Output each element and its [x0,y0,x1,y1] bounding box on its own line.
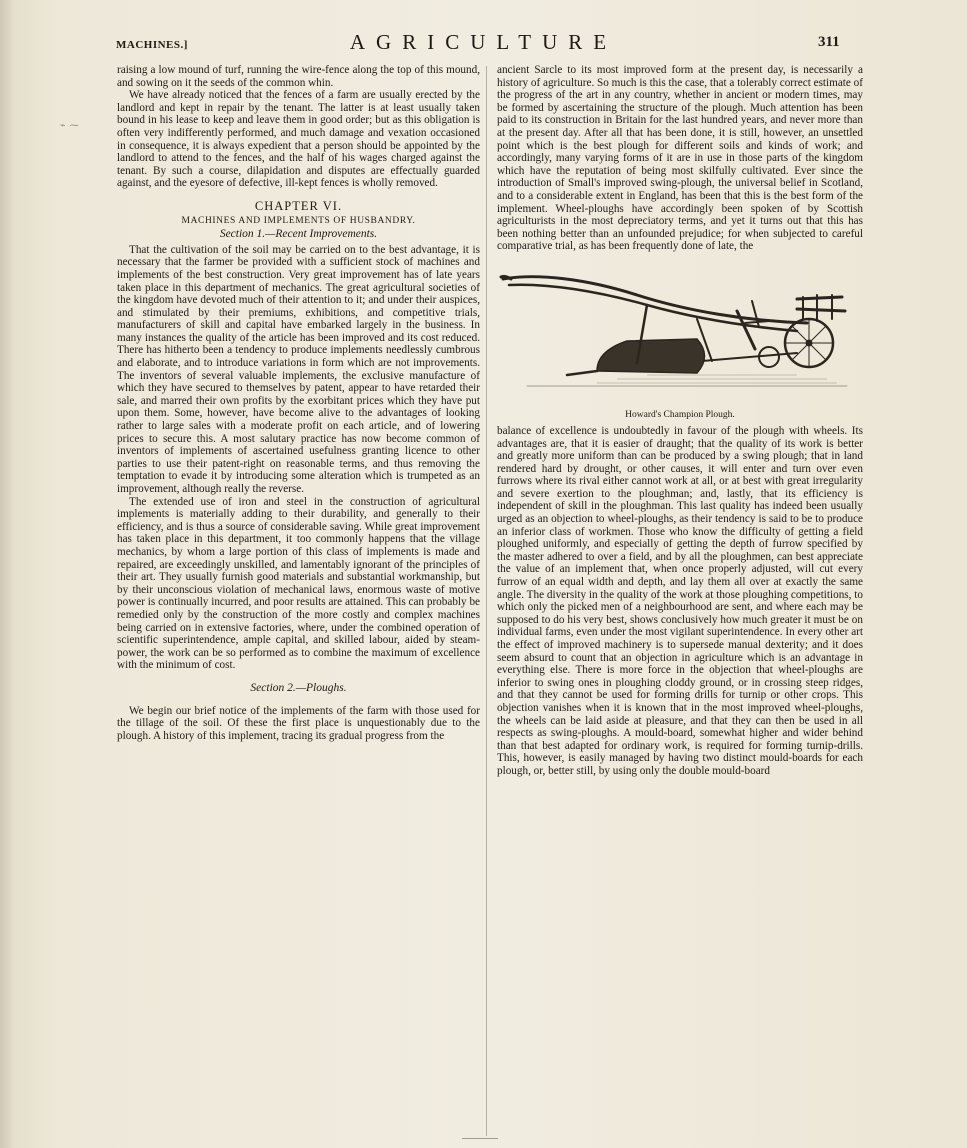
section-heading: Section 1.—Recent Improvements. [219,228,378,241]
paragraph: We begin our brief notice of the implements of the farm with those used for the tillage of the soil. Of these the first place is unquestionably due to the plough. A history of this implement, tracing its gradual progress from the [117,704,480,742]
chapter-subtitle: MACHINES AND IMPLEMENTS OF HUSBANDRY. [181,215,416,226]
paragraph: raising a low mound of turf, running the wire-fence along the top of this mound, and sowing on it the seeds of the common whin. [117,64,480,89]
section-heading: Section 2.—Ploughs. [250,681,347,694]
page-number: 311 [818,34,840,50]
binding-shadow [0,0,14,1148]
paragraph: The extended use of iron and steel in the construction of agricultural implements is materially adding to their durability, and generally to their efficiency, and is thus a source of considerable saving. While great improvement has taken place in this department, it too commonly happens that the village mechanics, by whom a large portion of this class of implements is made and repaired, are exceedingly unskilled, and lamentably ignorant of the principles of their art. They usually furnish good materials and substantial workmanship, but by their unconscious violation of mechanical laws, enormous waste of motive power is continually incurred, and poor results are attained. This can probably be remedied only by the construction of the more costly and complex machines being carried on in extensive factories, where, under the combined operation of scientific superintendence, ample capital, and skilled labour, aided by steam-power, the work can be so performed as to combine the maximum of excellence with the minimum of cost. [117,495,480,672]
margin-annotation: ⌁ ⁓ [60,120,80,130]
paragraph: balance of excellence is undoubtedly in favour of the plough with wheels. Its advantages are, that it is easier of draught; that the quality of its work is better and greatly more uniform than can be produced by a swing plough; that in land rendered hard by drought, or other causes, it will enter and turn over even furrows where its rival either cannot work at all, or at best with great irregularity and severe exertion to the ploughman; and, lastly, that its efficiency is independent of skill in the ploughman. This last quality has indeed been usually urged as an objection to wheel-ploughs, as their tendency is said to be to produce an inferior class of workmen. Those who know the difficulty of getting a field ploughed uniformly, and especially of getting the depth of furrow specified by the master adhered to over a field, and by all the ploughmen, can best appreciate the value of an implement that, when once properly adjusted, will cut every furrow of an equal width and depth, and lay them all over at exactly the same angle. The diversity in the quality of the work at those ploughing competitions, to which only the picked men of a neighbourhood are sent, and where each may be supposed to do his very best, shows conclusively how much greater it must be on individual farms, even under the most vigilant superintendence. In every other art the effect of improved machinery is to supersede manual dexterity; and it does seem absurd to count that an objection in agriculture which is an advantage in everything else. There is more force in the objection that wheel-ploughs are inferior to swing ones in ploughing cloddy ground, or in crossing steep ridges, and that they cannot be used for forming drills for turnip or other crops. This objection vanishes when it is known that in the most improved wheel-ploughs, the wheels can be laid aside at pleasure, and that they can then be used in all respects as swing-ploughs. A mould-board, somewhat higher and wider behind than that best adapted for ordinary work, is required for forming turnip-drills. This, however, is easily managed by having two distinct mould-boards for each plough, or, better still, by using only the double mould-board [497,424,863,777]
column-divider [486,66,487,1136]
plough-engraving [497,261,863,406]
left-column [117,64,480,742]
right-column [497,64,863,778]
paragraph: ancient Sarcle to its most improved form at the present day, is necessarily a history of agriculture. So much is this the case, that a tolerably correct estimate of the progress of the art in any country, whether in ancient or modern times, may be formed by ascertaining the structure of the plough. Much attention has been paid to its construction in Britain for the last hundred years, and never more than at the present day. After all that has been done, it is still, however, an unsettled point which is the best plough for different soils and kinds of work; and accordingly, many varying forms of it are in use in those parts of the kingdom which have the reputation of being most skilfully cultivated. Ever since the introduction of Small's improved swing-plough, the universal belief in Scotland, and to a considerable extent in England, has been that this is the best form of the implement. Wheel-ploughs have accordingly been spoken of by Scottish agriculturists in the most depreciatory terms, and yet it turns out that this has been nothing better than an unfounded prejudice; for when subjected to careful comparative trial, as has been frequently done of late, the [497,64,863,253]
paragraph: We have already noticed that the fences of a farm are usually erected by the landlord and kept in repair by the tenant. The latter is at least usually taken bound in his lease to keep and leave them in good order; but as this obligation is often very indifferently performed, and much damage and vexation occasioned in consequence, it is always expedient that a person should be appointed by the landlord to attend to the fences, and the half of his wages charged against the tenant. By such a course, dilapidation and disputes are effectually guarded against, and the eyesore of defective, ill-kept fences is wholly removed. [117,89,480,190]
running-head [0,30,967,56]
paragraph: That the cultivation of the soil may be carried on to the best advantage, it is necessary that the farmer be provided with a sufficient stock of machines and implements of the best construction. Very great improvement has of late years taken place in this department of mechanics. The great agricultural societies of the kingdom have devoted much of their attention to it; and under their auspices, and stimulated by their premiums, exhibitions, and competitive trials, manufacturers of skill and capital have embarked largely in the business. In many instances the quality of the article has been improved and its cost reduced. There has hitherto been a tendency to produce implements needlessly cumbrous and elaborate, and to introduce variations in form which are not improvements. The inventors of several valuable implements, the exclusive manufacture of which they have secured to themselves by patent, appear to have retarded their sale, and marred their own profits by the exorbitant prices which they have put upon them. Some, however, have become alive to the advantages of looking rather to large sales with a moderate profit on each article, and of lowering prices to secure this. A most salutary practice has now become common of inventors of implements of ascertained usefulness granting licence to other parties to use their patent-right on reasonable terms, and thus removing the temptation to evade it by introducing some alteration which is trumpeted as an improvement, although really the reverse. [117,243,480,495]
running-head-section: MACHINES.] [116,39,188,51]
running-head-title: AGRICULTURE [349,30,618,54]
chapter-title: CHAPTER VI. [254,198,343,213]
bottom-mark [462,1138,498,1139]
plough-figure [497,261,863,419]
figure-caption: Howard's Champion Plough. [625,409,735,420]
